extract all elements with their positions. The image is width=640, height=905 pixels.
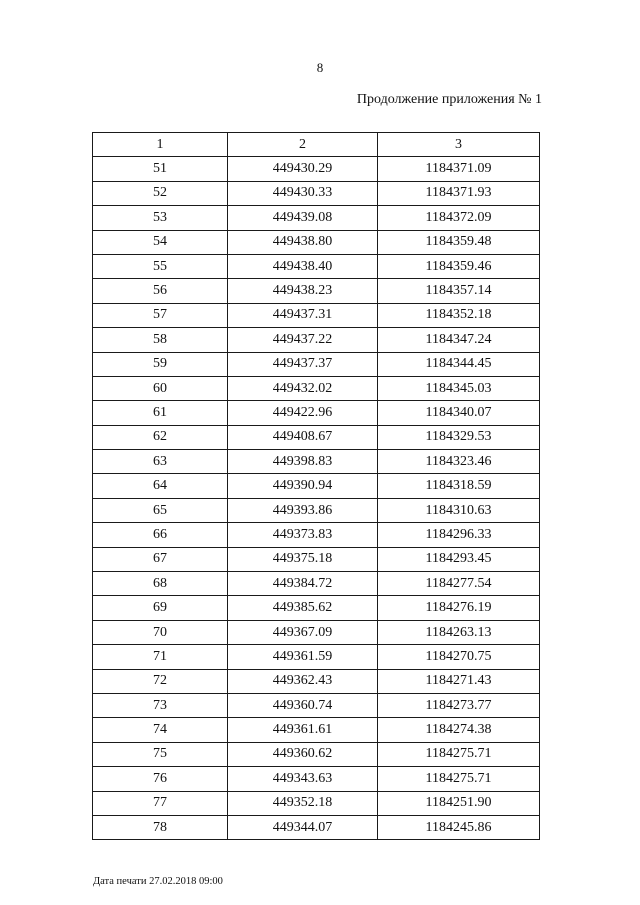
y-coordinate-cell: 1184251.90 (378, 791, 540, 815)
table-body (93, 157, 540, 840)
y-coordinate-cell: 1184276.19 (378, 596, 540, 620)
point-number-cell: 68 (93, 572, 228, 596)
table-row (93, 718, 540, 742)
x-coordinate-cell: 449390.94 (228, 474, 378, 498)
x-coordinate-cell: 449361.59 (228, 645, 378, 669)
table-row (93, 572, 540, 596)
y-coordinate-cell: 1184271.43 (378, 669, 540, 693)
y-coordinate-cell: 1184310.63 (378, 498, 540, 522)
point-number-cell: 53 (93, 206, 228, 230)
table-row (93, 303, 540, 327)
table-row (93, 669, 540, 693)
point-number-cell: 58 (93, 328, 228, 352)
table-header-row (93, 133, 540, 157)
point-number-cell: 60 (93, 376, 228, 400)
y-coordinate-cell: 1184371.93 (378, 181, 540, 205)
table-row (93, 450, 540, 474)
table-row (93, 791, 540, 815)
coordinates-table (92, 132, 540, 840)
x-coordinate-cell: 449384.72 (228, 572, 378, 596)
y-coordinate-cell: 1184293.45 (378, 547, 540, 571)
print-date-footer: Дата печати 27.02.2018 09:00 (93, 876, 223, 887)
x-coordinate-cell: 449432.02 (228, 376, 378, 400)
x-coordinate-cell: 449375.18 (228, 547, 378, 571)
x-coordinate-cell: 449367.09 (228, 620, 378, 644)
x-coordinate-cell: 449430.29 (228, 157, 378, 181)
point-number-cell: 55 (93, 254, 228, 278)
x-coordinate-cell: 449362.43 (228, 669, 378, 693)
x-coordinate-cell: 449422.96 (228, 401, 378, 425)
point-number-cell: 70 (93, 620, 228, 644)
point-number-cell: 61 (93, 401, 228, 425)
x-coordinate-cell: 449438.80 (228, 230, 378, 254)
x-coordinate-cell: 449352.18 (228, 791, 378, 815)
y-coordinate-cell: 1184318.59 (378, 474, 540, 498)
y-coordinate-cell: 1184296.33 (378, 523, 540, 547)
point-number-cell: 63 (93, 450, 228, 474)
y-coordinate-cell: 1184273.77 (378, 693, 540, 717)
point-number-cell: 74 (93, 718, 228, 742)
point-number-cell: 57 (93, 303, 228, 327)
table-row (93, 767, 540, 791)
point-number-cell: 64 (93, 474, 228, 498)
y-coordinate-cell: 1184263.13 (378, 620, 540, 644)
y-coordinate-cell: 1184270.75 (378, 645, 540, 669)
x-coordinate-cell: 449373.83 (228, 523, 378, 547)
y-coordinate-cell: 1184359.46 (378, 254, 540, 278)
x-coordinate-cell: 449361.61 (228, 718, 378, 742)
table-row (93, 815, 540, 839)
y-coordinate-cell: 1184245.86 (378, 815, 540, 839)
table-row (93, 474, 540, 498)
table-row (93, 352, 540, 376)
y-coordinate-cell: 1184371.09 (378, 157, 540, 181)
y-coordinate-cell: 1184274.38 (378, 718, 540, 742)
table-row (93, 498, 540, 522)
appendix-continuation-note: Продолжение приложения № 1 (356, 92, 542, 107)
x-coordinate-cell: 449437.37 (228, 352, 378, 376)
x-coordinate-cell: 449385.62 (228, 596, 378, 620)
y-coordinate-cell: 1184359.48 (378, 230, 540, 254)
x-coordinate-cell: 449430.33 (228, 181, 378, 205)
x-coordinate-cell: 449360.74 (228, 693, 378, 717)
point-number-cell: 77 (93, 791, 228, 815)
y-coordinate-cell: 1184323.46 (378, 450, 540, 474)
point-number-cell: 52 (93, 181, 228, 205)
table-row (93, 254, 540, 278)
table-row (93, 596, 540, 620)
table-row (93, 620, 540, 644)
point-number-cell: 76 (93, 767, 228, 791)
x-coordinate-cell: 449393.86 (228, 498, 378, 522)
x-coordinate-cell: 449438.23 (228, 279, 378, 303)
table-row (93, 328, 540, 352)
point-number-cell: 66 (93, 523, 228, 547)
y-coordinate-cell: 1184277.54 (378, 572, 540, 596)
point-number-cell: 73 (93, 693, 228, 717)
y-coordinate-cell: 1184329.53 (378, 425, 540, 449)
table-row (93, 279, 540, 303)
y-coordinate-cell: 1184357.14 (378, 279, 540, 303)
x-coordinate-cell: 449408.67 (228, 425, 378, 449)
x-coordinate-cell: 449439.08 (228, 206, 378, 230)
column-header-3: 3 (378, 133, 540, 157)
page-number: 8 (316, 60, 324, 75)
point-number-cell: 71 (93, 645, 228, 669)
x-coordinate-cell: 449360.62 (228, 742, 378, 766)
x-coordinate-cell: 449344.07 (228, 815, 378, 839)
point-number-cell: 69 (93, 596, 228, 620)
point-number-cell: 78 (93, 815, 228, 839)
y-coordinate-cell: 1184275.71 (378, 767, 540, 791)
point-number-cell: 62 (93, 425, 228, 449)
x-coordinate-cell: 449343.63 (228, 767, 378, 791)
point-number-cell: 56 (93, 279, 228, 303)
y-coordinate-cell: 1184340.07 (378, 401, 540, 425)
table-row (93, 401, 540, 425)
point-number-cell: 72 (93, 669, 228, 693)
x-coordinate-cell: 449437.31 (228, 303, 378, 327)
table-row (93, 742, 540, 766)
x-coordinate-cell: 449398.83 (228, 450, 378, 474)
table-row (93, 230, 540, 254)
point-number-cell: 67 (93, 547, 228, 571)
point-number-cell: 75 (93, 742, 228, 766)
table-row (93, 645, 540, 669)
x-coordinate-cell: 449437.22 (228, 328, 378, 352)
y-coordinate-cell: 1184347.24 (378, 328, 540, 352)
y-coordinate-cell: 1184275.71 (378, 742, 540, 766)
table-row (93, 157, 540, 181)
y-coordinate-cell: 1184345.03 (378, 376, 540, 400)
y-coordinate-cell: 1184344.45 (378, 352, 540, 376)
table-row (93, 547, 540, 571)
point-number-cell: 59 (93, 352, 228, 376)
column-header-1: 1 (93, 133, 228, 157)
point-number-cell: 54 (93, 230, 228, 254)
table-row (93, 376, 540, 400)
table-row (93, 206, 540, 230)
point-number-cell: 51 (93, 157, 228, 181)
y-coordinate-cell: 1184352.18 (378, 303, 540, 327)
table-row (93, 181, 540, 205)
y-coordinate-cell: 1184372.09 (378, 206, 540, 230)
table-row (93, 523, 540, 547)
x-coordinate-cell: 449438.40 (228, 254, 378, 278)
point-number-cell: 65 (93, 498, 228, 522)
column-header-2: 2 (228, 133, 378, 157)
table-row (93, 425, 540, 449)
table-row (93, 693, 540, 717)
